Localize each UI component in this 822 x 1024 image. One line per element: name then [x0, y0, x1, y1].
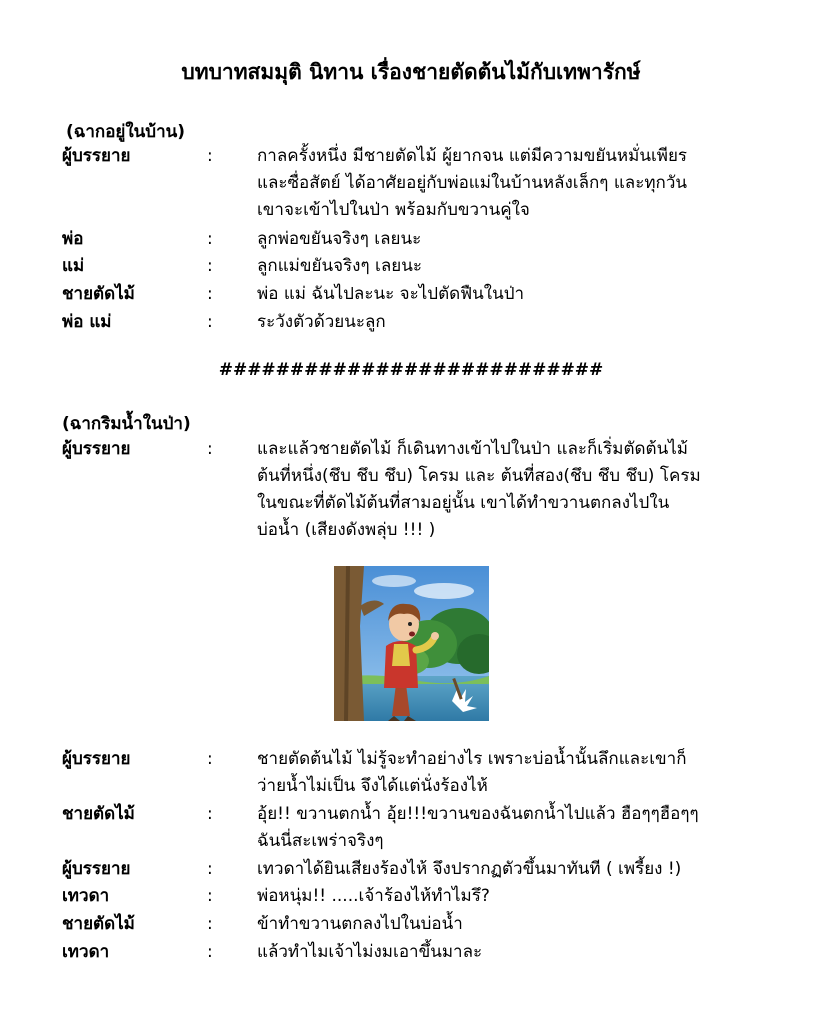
speaker-label: ผู้บรรยาย — [62, 749, 131, 769]
dialogue-text: ลูกพ่อขยันจริงๆ เลยนะ — [257, 229, 422, 249]
speaker-label: แม่ — [62, 256, 85, 276]
woodcutter-illustration — [334, 566, 489, 721]
speaker-label: ผู้บรรยาย — [62, 439, 131, 459]
dialogue-text: กาลครั้งหนึ่ง มีชายตัดไม้ ผู้ยากจน แต่มีความขยันหมั่นเพียร และซื่อสัตย์ ได้อาศัยอยู่กับพ่อแม่ในบ้านหลังเล็กๆ และทุกวัน เขาจะเข้าไปในป่า พร้อมกับขวานคู่ใจ — [257, 146, 688, 220]
scene-separator: ########################### — [218, 360, 604, 380]
dialogue-text: ระวังตัวด้วยนะลูก — [257, 312, 386, 332]
speaker-label: พ่อ แม่ — [62, 312, 112, 332]
dialogue-text: ชายตัดต้นไม้ ไม่รู้จะทำอย่างไร เพราะบ่อน้ำนั้นลึกและเขาก็ ว่ายน้ำไม่เป็น จึงได้แต่นั่งร้องไห้ — [257, 749, 687, 796]
speaker-label: พ่อ — [62, 229, 84, 249]
dialogue-text: เทวดาได้ยินเสียงร้องไห้ จึงปรากฏตัวขึ้นมาทันที ( เพรี้ยง !) — [257, 859, 682, 879]
dialogue-text: ข้าทำขวานตกลงไปในบ่อน้ำ — [257, 914, 463, 934]
speaker-colon: : — [207, 229, 213, 249]
speaker-colon: : — [207, 942, 213, 962]
dialogue-text: และแล้วชายตัดไม้ ก็เดินทางเข้าไปในป่า และก็เริ่มตัดต้นไม้ ต้นที่หนึ่ง(ชึบ ชึบ ชึบ) โครม และ ต้นที่สอง(ชึบ ชึบ ชึบ) โครม ในขณะที่ตัดไม้ต้นที่สามอยู่นั้น เขาได้ทำขวานตกลงไปใน บ่อน้ำ (เสียงดังพลุ่บ !!! ) — [257, 439, 701, 540]
dialogue-text: ลูกแม่ขยันจริงๆ เลยนะ — [257, 256, 422, 276]
dialogue-text: พ่อหนุ่ม!! .....เจ้าร้องไห้ทำไมรึ? — [257, 886, 490, 906]
speaker-colon: : — [207, 284, 213, 304]
speaker-colon: : — [207, 749, 213, 769]
speaker-label: เทวดา — [62, 942, 110, 962]
speaker-colon: : — [207, 886, 213, 906]
speaker-label: ชายตัดไม้ — [62, 914, 135, 934]
speaker-colon: : — [207, 439, 213, 459]
scene-heading-house: (ฉากอยู่ในบ้าน) — [66, 122, 186, 142]
speaker-label: ชายตัดไม้ — [62, 284, 135, 304]
speaker-label: เทวดา — [62, 886, 110, 906]
speaker-colon: : — [207, 804, 213, 824]
speaker-label: ผู้บรรยาย — [62, 146, 131, 166]
speaker-label: ชายตัดไม้ — [62, 804, 135, 824]
scene-heading-pond: (ฉากริมน้ำในป่า) — [62, 414, 191, 434]
dialogue-text: พ่อ แม่ ฉันไปละนะ จะไปตัดฟืนในป่า — [257, 284, 525, 304]
speaker-colon: : — [207, 146, 213, 166]
speaker-colon: : — [207, 859, 213, 879]
page-title: บทบาทสมมุติ นิทาน เรื่องชายตัดต้นไม้กับเทพารักษ์ — [181, 60, 641, 84]
dialogue-text: อุ้ย!! ขวานตกน้ำ อุ้ย!!!ขวานของฉันตกน้ำไปแล้ว ฮือๆๆฮือๆๆ ฉันนี่สะเพร่าจริงๆ — [257, 804, 699, 851]
dialogue-text: แล้วทำไมเจ้าไม่งมเอาขึ้นมาละ — [257, 942, 483, 962]
speaker-label: ผู้บรรยาย — [62, 859, 131, 879]
speaker-colon: : — [207, 256, 213, 276]
speaker-colon: : — [207, 914, 213, 934]
speaker-colon: : — [207, 312, 213, 332]
